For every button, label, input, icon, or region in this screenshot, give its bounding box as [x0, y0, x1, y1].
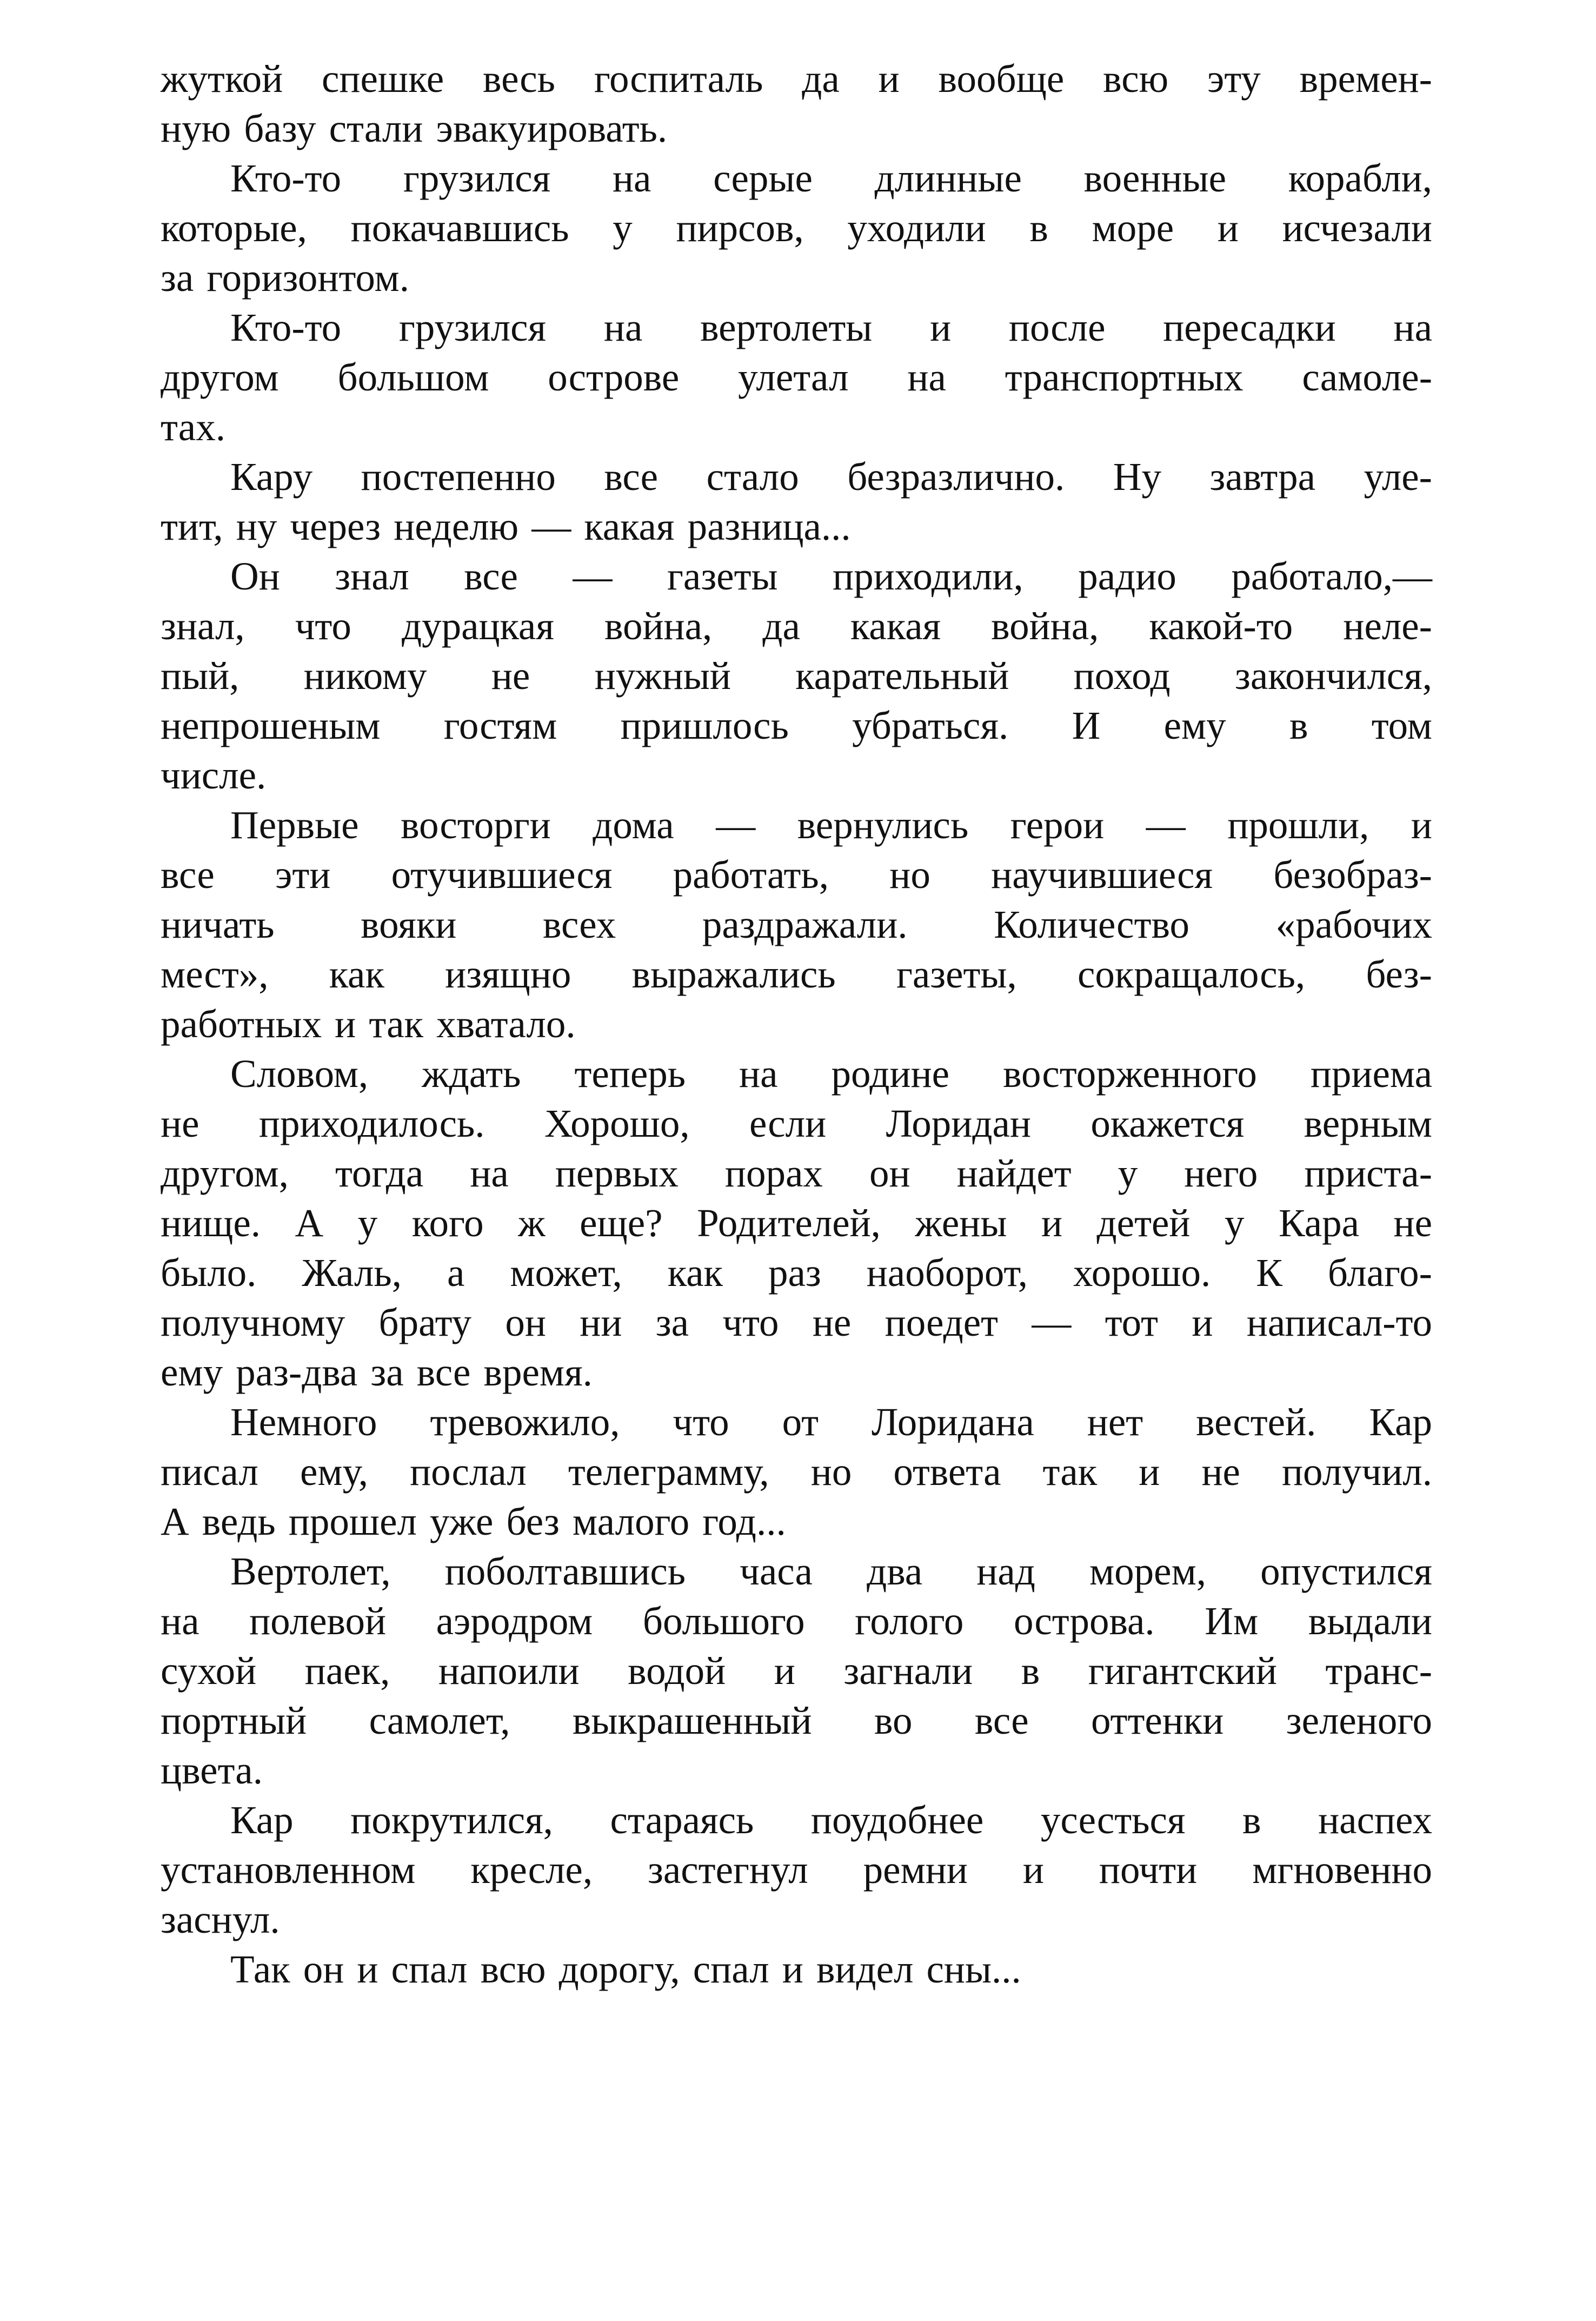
text-line: мест», как изящно выражались газеты, сокращалось, без- [161, 952, 1432, 996]
paragraph [161, 800, 1432, 1049]
text-line: Первые восторги дома — вернулись герои — прошли, и [230, 803, 1432, 847]
text-line: другом большом острове улетал на транспортных самоле- [161, 355, 1432, 399]
text-line: заснул. [161, 1898, 280, 1941]
text-line: Кто-то грузился на вертолеты и после пересадки на [230, 306, 1432, 349]
text-line: Кару постепенно все стало безразлично. Ну завтра уле- [230, 455, 1432, 499]
text-line: знал, что дурацкая война, да какая война, какой-то неле- [161, 604, 1432, 648]
book-page [161, 54, 1432, 1994]
page-text [161, 54, 1432, 1994]
text-line: нище. А у кого ж еще? Родителей, жены и детей у Кара не [161, 1201, 1432, 1245]
text-line: было. Жаль, а может, как раз наоборот, хорошо. К благо- [161, 1251, 1432, 1295]
paragraph [161, 1547, 1432, 1795]
text-line: Кто-то грузился на серые длинные военные корабли, [230, 156, 1432, 200]
text-line: А ведь прошел уже без малого год... [161, 1500, 786, 1543]
text-line: Он знал все — газеты приходили, радио работало,— [230, 554, 1432, 598]
text-line: другом, тогда на первых порах он найдет у него приста- [161, 1151, 1432, 1195]
text-line: установленном кресле, застегнул ремни и почти мгновенно [161, 1848, 1432, 1892]
paragraph [161, 1795, 1432, 1945]
paragraph [161, 1945, 1432, 1994]
text-line: Так он и спал всю дорогу, спал и видел сны... [230, 1947, 1021, 1991]
paragraph [161, 54, 1432, 154]
text-line: все эти отучившиеся работать, но научившиеся безобраз- [161, 853, 1432, 897]
text-line: Вертолет, поболтавшись часа два над морем, опустился [230, 1549, 1432, 1593]
text-line: Немного тревожило, что от Лоридана нет вестей. Кар [230, 1400, 1432, 1444]
text-line: тит, ну через неделю — какая разница... [161, 505, 851, 548]
paragraph [161, 303, 1432, 452]
text-line: работных и так хватало. [161, 1002, 576, 1046]
text-line: которые, покачавшись у пирсов, уходили в море и исчезали [161, 206, 1432, 250]
text-line: портный самолет, выкрашенный во все оттенки зеленого [161, 1699, 1432, 1742]
text-line: пый, никому не нужный карательный поход закончился, [161, 654, 1432, 698]
text-line: за горизонтом. [161, 256, 409, 300]
text-line: получному брату он ни за что не поедет — тот и написал-то [161, 1301, 1432, 1344]
paragraph [161, 154, 1432, 303]
text-line: писал ему, послал телеграмму, но ответа так и не получил. [161, 1450, 1432, 1494]
text-line: числе. [161, 753, 267, 797]
text-line: Кар покрутился, стараясь поудобнее усесться в наспех [230, 1798, 1432, 1842]
paragraph [161, 1049, 1432, 1397]
text-line: тах. [161, 405, 225, 449]
paragraph [161, 1397, 1432, 1547]
text-line: Словом, ждать теперь на родине восторженного приема [230, 1052, 1432, 1096]
text-line: непрошеным гостям пришлось убраться. И ему в том [161, 704, 1432, 747]
text-line: не приходилось. Хорошо, если Лоридан окажется верным [161, 1102, 1432, 1145]
text-line: ему раз-два за все время. [161, 1350, 593, 1394]
paragraph [161, 452, 1432, 552]
text-line: ничать вояки всех раздражали. Количество «рабочих [161, 903, 1432, 946]
paragraph [161, 552, 1432, 800]
text-line: на полевой аэродром большого голого острова. Им выдали [161, 1599, 1432, 1643]
text-line: цвета. [161, 1748, 263, 1792]
text-line: сухой паек, напоили водой и загнали в гигантский транс- [161, 1649, 1432, 1693]
text-line: ную базу стали эвакуировать. [161, 107, 668, 150]
text-line: жуткой спешке весь госпиталь да и вообще всю эту времен- [161, 57, 1432, 101]
